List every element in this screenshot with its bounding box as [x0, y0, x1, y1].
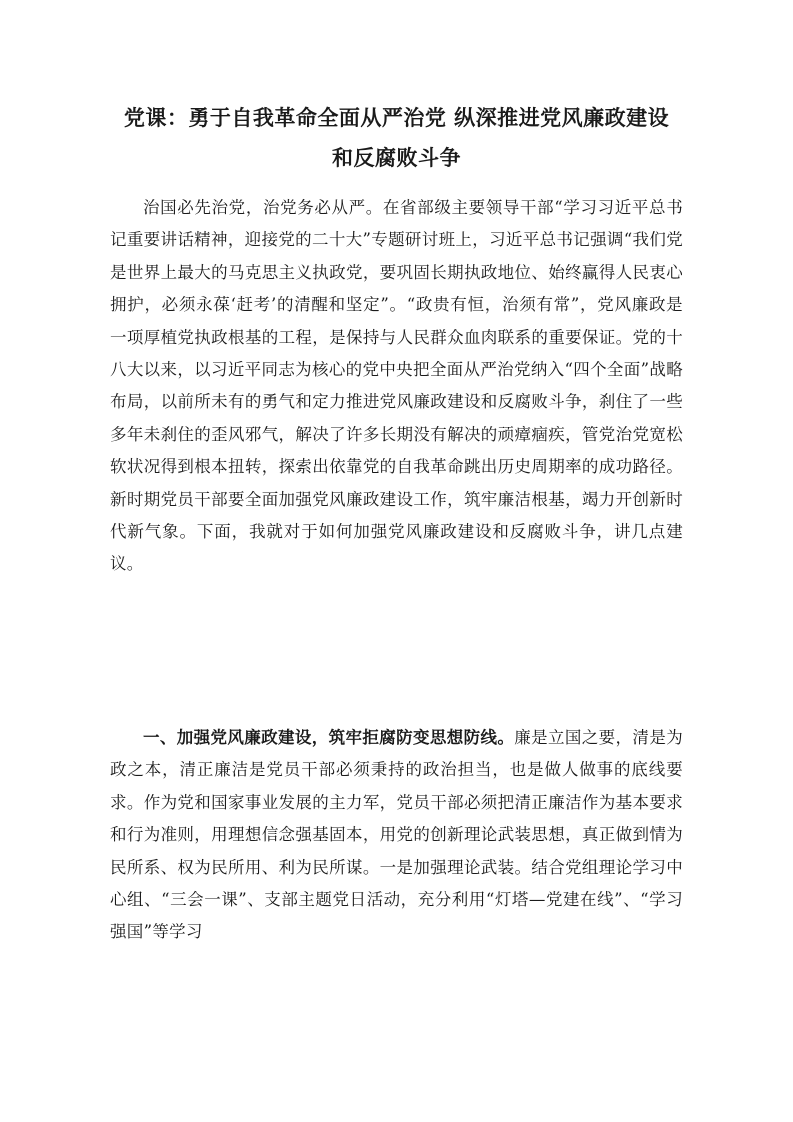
- document-title: [110, 98, 683, 178]
- section-1-heading: 一、加强党风廉政建设，筑牢拒腐防变思想防线。: [143, 728, 515, 747]
- title-line-1: 党课：勇于自我革命全面从严治党 纵深推进党风廉政建设: [123, 106, 670, 130]
- intro-paragraph: 治国必先治党，治党务必从严。在省部级主要领导干部“学习习近平总书记重要讲话精神，迎接党的二十大”专题研讨班上，习近平总书记强调“我们党是世界上最大的马克思主义执政党，要巩固长期执政地位、始终赢得人民衷心拥护，必须永葆‘赶考’的清醒和坚定”。“政贵有恒，治须有常”，党风廉政是一项厚植党执政根基的工程，是保持与人民群众血肉联系的重要保证。党的十八大以来，以习近平同志为核心的党中央把全面从严治党纳入“四个全面”战略布局，以前所未有的勇气和定力推进党风廉政建设和反腐败斗争，刹住了一些多年未刹住的歪风邪气，解决了许多长期没有解决的顽瘴痼疾，管党治党宽松软状况得到根本扭转，探索出依靠党的自我革命跳出历史周期率的成功路径。新时期党员干部要全面加强党风廉政建设工作，筑牢廉洁根基，竭力开创新时代新气象。下面，我就对于如何加强党风廉政建设和反腐败斗争，讲几点建议。: [110, 198, 683, 574]
- section-1-paragraph: [110, 722, 683, 949]
- section-1-text: 廉是立国之要，清是为政之本，清正廉洁是党员干部必须秉持的政治担当，也是做人做事的底线要求。作为党和国家事业发展的主力军，党员干部必须把清正廉洁作为基本要求和行为准则，用理想信念强基固本，用党的创新理论武装思想，真正做到情为民所系、权为民所用、利为民所谋。一是加强理论武装。结合党组理论学习中心组、“三会一课”、支部主题党日活动，充分利用“灯塔—党建在线”、“学习强国”等学习: [110, 728, 683, 942]
- title-line-2: 和反腐败斗争: [332, 146, 461, 170]
